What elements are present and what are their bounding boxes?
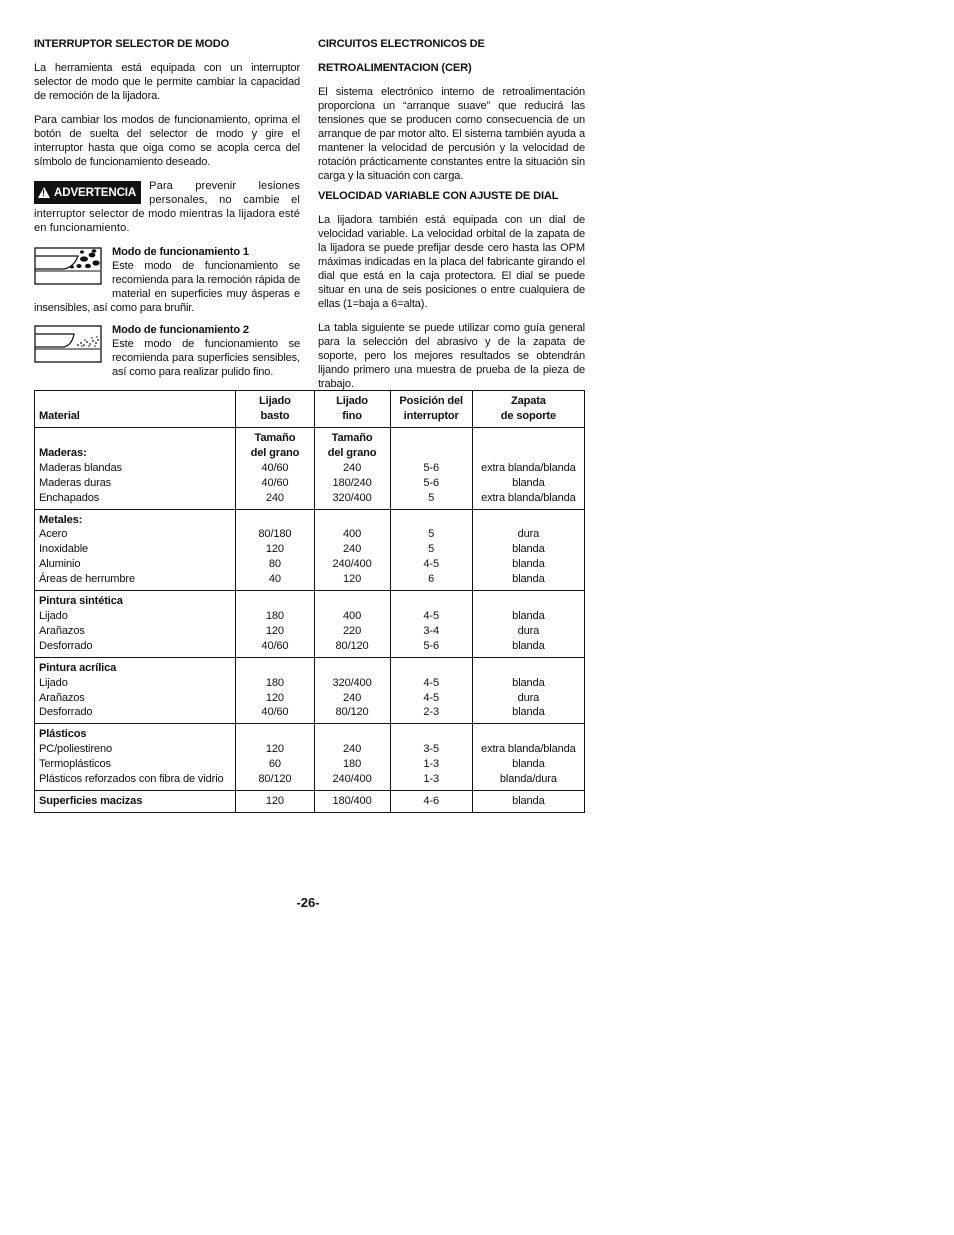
fine-cell: Tamaño del grano 240 180/240 320/400 [314,428,390,510]
switch-cell: 4-5 4-5 2-3 [390,657,472,724]
fine-cell: 320/400 240 80/120 [314,657,390,724]
header-material: Material [35,391,236,428]
coarse-cell: 80/180 120 80 40 [236,509,314,591]
material-cell: Pintura acrílica Lijado Arañazos Desforrado [35,657,236,724]
selector-heading: INTERRUPTOR SELECTOR DE MODO [34,38,230,50]
left-column [34,37,300,379]
table-intro-paragraph: La tabla siguiente se puede utilizar como guía general para la selección del abrasivo y de la zapata de soporte, pero los mejores resultados se obtendrán lijando primero una muestra de prueba de la pieza de trabajo. [318,322,585,390]
table-row-maderas [35,428,585,510]
material-cell: Plásticos PC/poliestireno Termoplásticos Plásticos reforzados con fibra de vidrio [35,724,236,791]
material-cell: Superficies macizas [35,790,236,812]
mode-1-text: Este modo de funcionamiento se recomienda para la remoción rápida de material en superficies muy ásperas e insensibles, así como para bruñir. [34,260,300,314]
material-cell: Maderas: Maderas blandas Maderas duras Enchapados [35,428,236,510]
header-coarse: Lijado basto [236,391,314,428]
mode-1-coarse-icon [34,247,102,285]
switch-cell: 3-5 1-3 1-3 [390,724,472,791]
mode-2-fine-icon [34,325,102,363]
switch-cell: 4-6 [390,790,472,812]
material-cell: Metales: Acero Inoxidable Aluminio Áreas de herrumbre [35,509,236,591]
fine-cell: 180/400 [314,790,390,812]
warning-label: ADVERTENCIA [54,185,137,199]
mode-2-text: Este modo de funcionamiento se recomienda para superficies sensibles, así como para realizar pulido fino. [112,338,300,378]
fine-cell: 400 240 240/400 120 [314,509,390,591]
fine-cell: 240 180 240/400 [314,724,390,791]
selector-paragraph-2: Para cambiar los modos de funcionamiento, oprima el botón de suelta del selector de modo y gire el interruptor hasta que oiga como se acopla cerca del símbolo de funcionamiento deseado. [34,114,300,168]
table-row-superficies-macizas [35,790,585,812]
table-header-row [35,391,585,428]
cer-heading-line-2: RETROALIMENTACION (CER) [318,62,472,74]
pad-cell: blanda dura blanda [472,657,584,724]
table-row-pintura-acrilica [35,657,585,724]
coarse-cell: 180 120 40/60 [236,591,314,658]
cer-heading-line-1: CIRCUITOS ELECTRONICOS DE [318,38,485,50]
header-fine: Lijado fino [314,391,390,428]
warning-text: Para prevenir lesiones personales, no cambie el interruptor selector de modo mientras la lijadora esté en funcionamiento. [34,180,300,234]
selector-paragraph-1: La herramienta está equipada con un interruptor selector de modo que le permite cambiar la capacidad de remoción de la lijadora. [34,62,300,102]
page-number: -26- [296,895,320,910]
pad-cell: blanda dura blanda [472,591,584,658]
pad-cell: extra blanda/blanda blanda blanda/dura [472,724,584,791]
switch-cell: 5-6 5-6 5 [390,428,472,510]
pad-cell: blanda [472,790,584,812]
cer-paragraph: El sistema electrónico interno de retroalimentación proporciona un “arranque suave” que reducirá las tensiones que se producen como consecuencia de un arranque de par motor alto. El sistema también ayuda a mantener la velocidad de percusión y la velocidad de rotación prácticamente constantes entre la situación sin carga y la situación con carga. [318,86,585,182]
switch-cell: 5 5 4-5 6 [390,509,472,591]
switch-cell: 4-5 3-4 5-6 [390,591,472,658]
warning-block [34,179,300,235]
pad-cell: dura blanda blanda blanda [472,509,584,591]
table-row-metales [35,509,585,591]
warning-badge [34,181,141,204]
table-row-pintura-sintetica [35,591,585,658]
fine-cell: 400 220 80/120 [314,591,390,658]
right-column [318,37,585,401]
header-backing-pad: Zapata de soporte [472,391,584,428]
coarse-cell: 120 60 80/120 [236,724,314,791]
velocity-paragraph: La lijadora también está equipada con un dial de velocidad variable. La velocidad orbital de la zapata de la lijadora se puede prefijar desde cero hasta las OPM máximas indicadas en la placa del fabricante girando el dial que está en la caja protectora. El dial se puede situar en una de seis posiciones o entre cualquiera de ellas (1=baja a 6=alta). [318,214,585,310]
warning-triangle-icon: ! [38,187,50,198]
mode-2-title: Modo de funcionamiento 2 [112,324,249,336]
material-cell: Pintura sintética Lijado Arañazos Desforrado [35,591,236,658]
mode-2-block [34,323,300,379]
coarse-cell: 180 120 40/60 [236,657,314,724]
coarse-cell: 120 [236,790,314,812]
sanding-guide-table [34,390,585,813]
coarse-cell: Tamaño del grano 40/60 40/60 240 [236,428,314,510]
header-switch-position: Posición del interruptor [390,391,472,428]
mode-1-block [34,245,300,315]
pad-cell: extra blanda/blanda blanda extra blanda/blanda [472,428,584,510]
velocity-heading: VELOCIDAD VARIABLE CON AJUSTE DE DIAL [318,190,559,202]
mode-1-title: Modo de funcionamiento 1 [112,246,249,258]
table-row-plasticos [35,724,585,791]
